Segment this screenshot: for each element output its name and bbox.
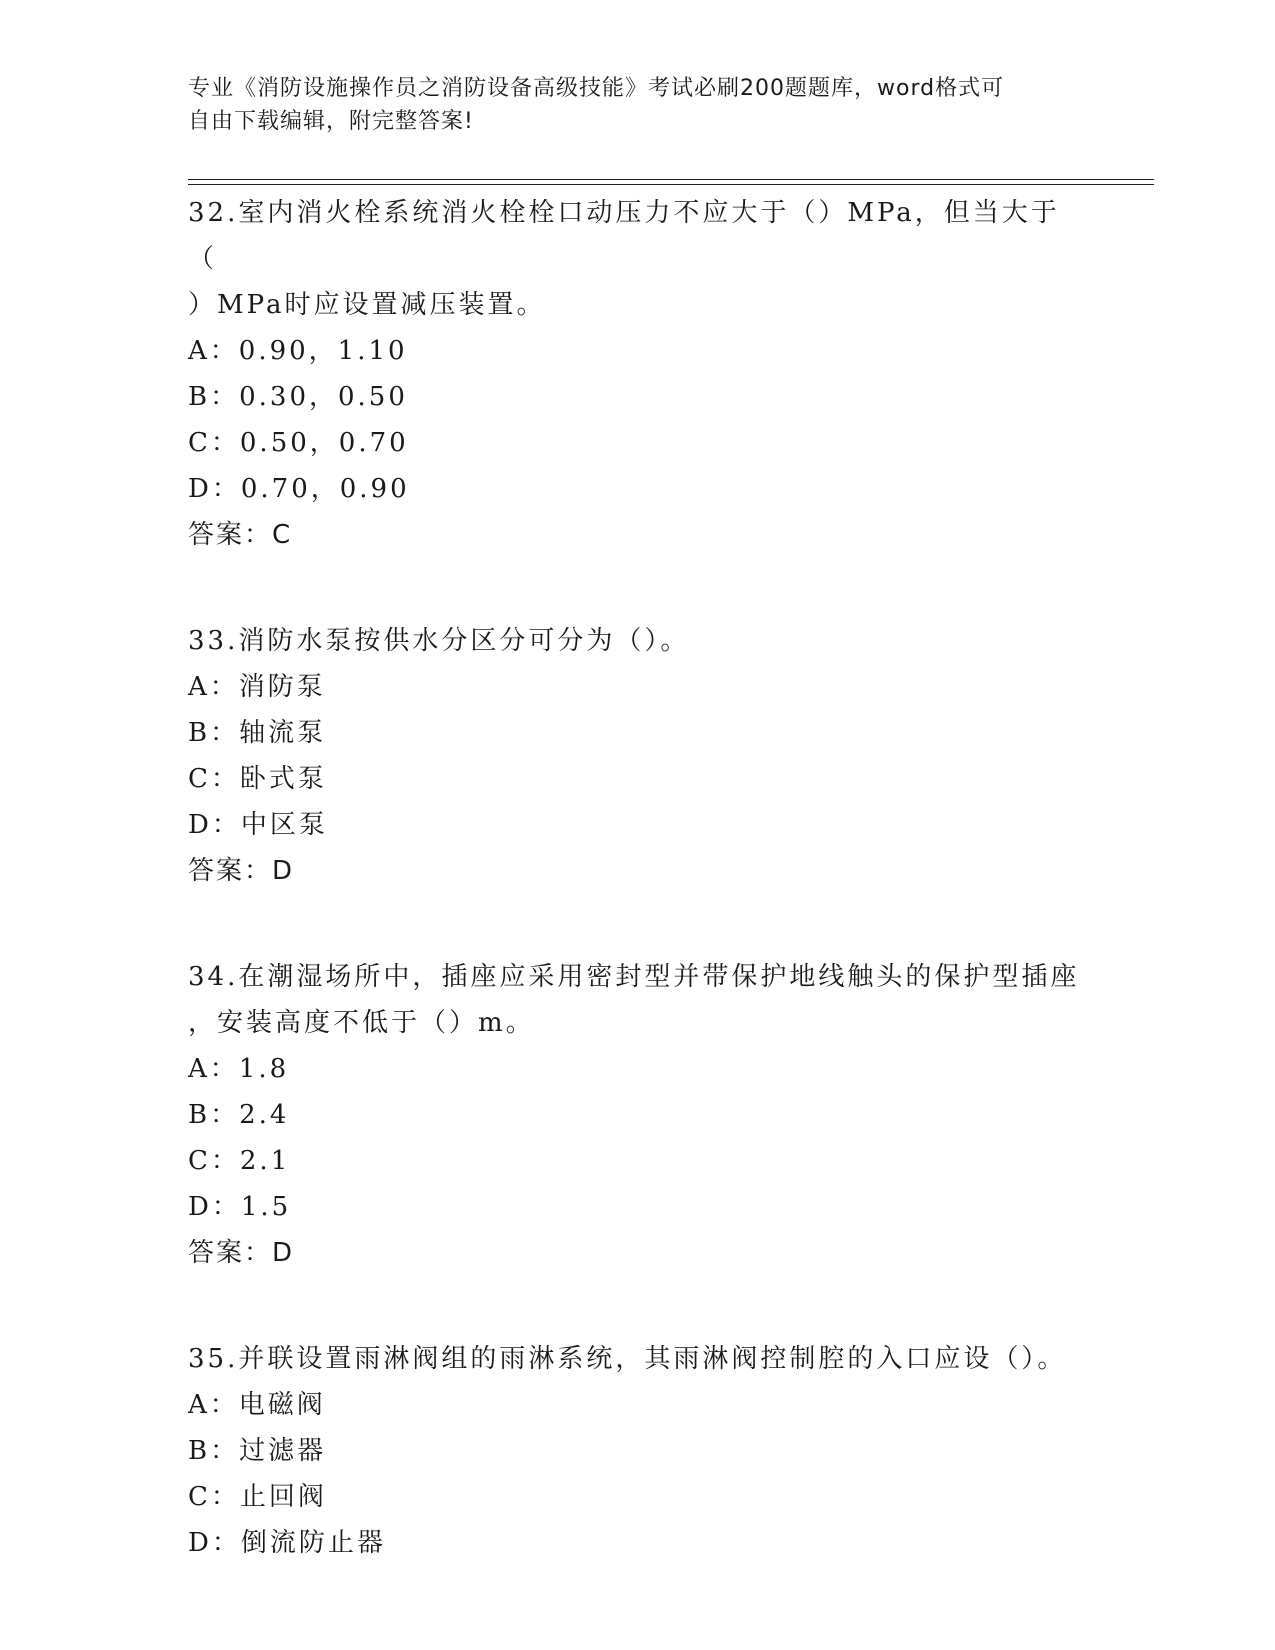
question-text-line: 32.室内消火栓系统消火栓栓口动压力不应大于（）MPa，但当大于（	[188, 198, 1060, 274]
question-text-line: ）MPa时应设置减压装置。	[188, 290, 546, 320]
option-b: B：轴流泵	[188, 718, 327, 748]
option-c: C：卧式泵	[188, 764, 327, 794]
option-a: A：1.8	[188, 1054, 290, 1084]
question-text-line: ，安装高度不低于（）m。	[188, 1008, 535, 1038]
question-33	[188, 618, 1088, 894]
option-a: A：0.90，1.10	[188, 336, 408, 366]
question-text	[188, 618, 1088, 664]
header-line-1: 专业《消防设施操作员之消防设备高级技能》考试必刷200题题库，word格式可	[188, 76, 1005, 101]
question-text-line: 35.并联设置雨淋阀组的雨淋系统，其雨淋阀控制腔的入口应设（）。	[188, 1344, 1067, 1374]
question-text-line: 33.消防水泵按供水分区分可分为（）。	[188, 626, 690, 656]
option-a: A：消防泵	[188, 672, 326, 702]
option-d: D：1.5	[188, 1192, 292, 1222]
question-text	[188, 954, 1088, 1046]
header-line-2: 自由下载编辑，附完整答案!	[188, 109, 474, 134]
option-c: C：0.50，0.70	[188, 428, 409, 458]
option-d: D：倒流防止器	[188, 1528, 386, 1558]
answer: 答案：D	[188, 856, 295, 886]
option-c: C：2.1	[188, 1146, 291, 1176]
header-divider-bottom	[188, 184, 1154, 185]
question-text-line: 34.在潮湿场所中，插座应采用密封型并带保护地线触头的保护型插座	[188, 962, 1080, 992]
answer: 答案：C	[188, 520, 293, 550]
option-b: B：2.4	[188, 1100, 290, 1130]
option-c: C：止回阀	[188, 1482, 327, 1512]
question-35	[188, 1336, 1088, 1566]
option-d: D：中区泵	[188, 810, 328, 840]
answer: 答案：D	[188, 1238, 295, 1268]
question-32	[188, 190, 1088, 558]
option-b: B：过滤器	[188, 1436, 327, 1466]
question-text	[188, 1336, 1088, 1382]
option-a: A：电磁阀	[188, 1390, 326, 1420]
option-d: D：0.70，0.90	[188, 474, 410, 504]
question-34	[188, 954, 1088, 1276]
header-divider-top	[188, 179, 1154, 180]
option-b: B：0.30，0.50	[188, 382, 408, 412]
question-text	[188, 190, 1088, 328]
document-header	[188, 72, 1088, 138]
question-list	[188, 190, 1088, 1626]
